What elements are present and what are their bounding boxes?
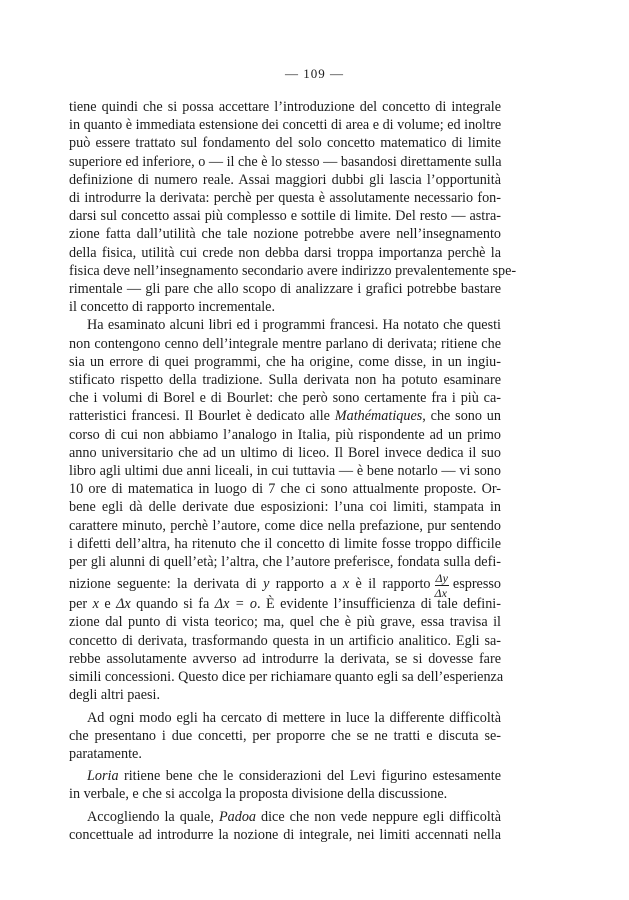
text-line: darsi sul concetto assai più complesso e sottile di limite. Del resto — astra- [69,208,501,225]
text-segment: dice che non vede neppure egli difficoltà [256,808,502,825]
text-line: il concetto di rapporto incrementale. [69,299,276,316]
text-line: bene egli dà delle derivate due esposizioni: l’una coi limiti, stampata in [69,499,501,516]
text-segment: ritiene bene che le considerazioni del Levi figurino estesamente [118,768,501,785]
text-line [69,407,501,425]
speaker-name: Padoa [218,808,257,825]
paragraph-2 [69,316,504,704]
text-line: stificato rispetto della tradizione. Sulla derivata non ha potuto esaminare [69,372,501,389]
text-line: libro agli ultimi due anni liceali, in cui tuttavia — è bene notarlo — vi sono [69,463,501,480]
text-line: in quanto è immediata estensione dei concetti di area e di volume; ed inoltre [69,117,502,134]
math-variable: x [92,596,99,613]
text-line: zione fatta dall’utilità che tale nozione potrebbe avere nell’insegnamento [69,226,501,243]
text-line: rimentale — gli pare che allo scopo di analizzare i grafici potrebbe bastare [69,281,501,298]
paragraph-1 [69,98,517,316]
text-line: che presentano i due concetti, per proporre che se ne tratti e discuta se- [69,727,501,744]
text-line: può essere trattato sul fondamento del solo concetto matematico di limite [69,135,501,152]
text-line: rebbe assolutamente avverso ad introdurre la derivata, se si dovesse fare [69,650,501,667]
text-segment: e [98,596,117,613]
page-number: — 109 — [285,66,344,81]
text-line: concettuale ad introdurre la nozione di integrale, nei limiti accennati nella [69,826,501,843]
math-variable: y [263,576,270,593]
text-segment: quando si fa [130,596,215,613]
text-line: zione dal punto di vista teorico; ma, quel che è più grave, essa travisa il [69,614,501,631]
text-line: 10 ore di matematica in luogo di 7 che ci sono attualmente proposte. Or- [69,481,501,498]
text-body [69,98,517,844]
math-expression: Δx = o [214,596,257,613]
text-line: paratamente. [69,745,142,762]
text-segment: rapporto a [269,576,343,593]
text-segment: è il rapporto [349,576,431,593]
text-line: Ad ogni modo egli ha cercato di mettere in luce la differente difficoltà [87,709,501,726]
text-line: corso di cui non abbiamo l’analogo in Italia, più rispondente ad un primo [69,426,501,443]
math-variable: Δx [116,596,131,613]
text-line: sia un errore di quei programmi, che ha origine, come disse, in un ingiu- [69,353,501,370]
text-line: simili concessioni. Questo dice per richiamare quanto egli sa dell’esperienza [69,669,504,686]
fraction-numerator: Δy [435,570,448,585]
text-line: tiene quindi che si possa accettare l’introduzione del concetto di integrale [69,99,501,115]
text-segment: . È evidente l’insufficienza di tale defini- [256,596,501,613]
fraction-denominator: Δx [434,585,447,600]
text-line: fisica deve nell’insegnamento secondario avere indirizzo prevalentemente spe- [69,262,517,279]
text-line: definizione di numero reale. Assai maggiori dubbi gli lascia l’opportunità [69,171,501,188]
text-line: concetto di derivata, trasformando questa in un artificio analitico. Egli sa- [69,632,501,649]
text-line-with-fraction [69,570,501,600]
paragraph-5 [69,808,501,844]
text-line [69,595,501,613]
text-segment: espresso [452,576,501,593]
text-line: i difetti dell’altra, ha ritenuto che il concetto di limite fosse troppo difficile [69,535,501,552]
text-line: superiore ed inferiore, o — il che è lo stesso — basandosi direttamente sulla [69,153,502,170]
text-segment: ratteristici francesi. Il Bourlet è dedicato alle [69,408,335,425]
text-line: Ha esaminato alcuni libri ed i programmi francesi. Ha notato che questi [87,317,501,334]
text-segment: Accogliendo la quale, [87,808,219,825]
text-segment: per [69,596,93,613]
text-line: degli altri paesi. [69,687,161,704]
text-line: di introdurre la derivata: perchè per questa è assolutamente necessario fon- [69,190,501,207]
paragraph-3 [69,709,501,764]
text-line [69,808,501,826]
text-line: in verbale, e che si accolga la proposta divisione della discussione. [69,786,448,803]
book-title: Mathématiques [334,408,423,425]
math-variable: x [342,576,350,593]
text-line: che i volumi di Borel e di Bourlet: che però sono certamente fra i più ca- [69,390,501,407]
text-line: per gli alunni di quell’età; l’altra, che l’autore preferisce, fondata sulla defi- [69,554,501,571]
speaker-name: Loria [87,768,119,785]
paragraph-4 [69,767,501,803]
text-line: non contengono cenno dell’integrale mentre parlano di derivata; ritiene che [69,335,501,352]
text-line: della fisica, utilità cui crede non debba darsi troppa importanza perchè la [69,244,501,261]
text-line [69,767,501,785]
text-line: carattere minuto, perchè l’autore, come dice nella prefazione, pur sentendo [69,517,501,534]
text-line: anno universitario che ad un ultimo di liceo. Il Borel invece dedica il suo [69,444,501,461]
text-segment: , che sono un [422,408,501,425]
text-segment: nizione seguente: la derivata di [69,576,264,593]
